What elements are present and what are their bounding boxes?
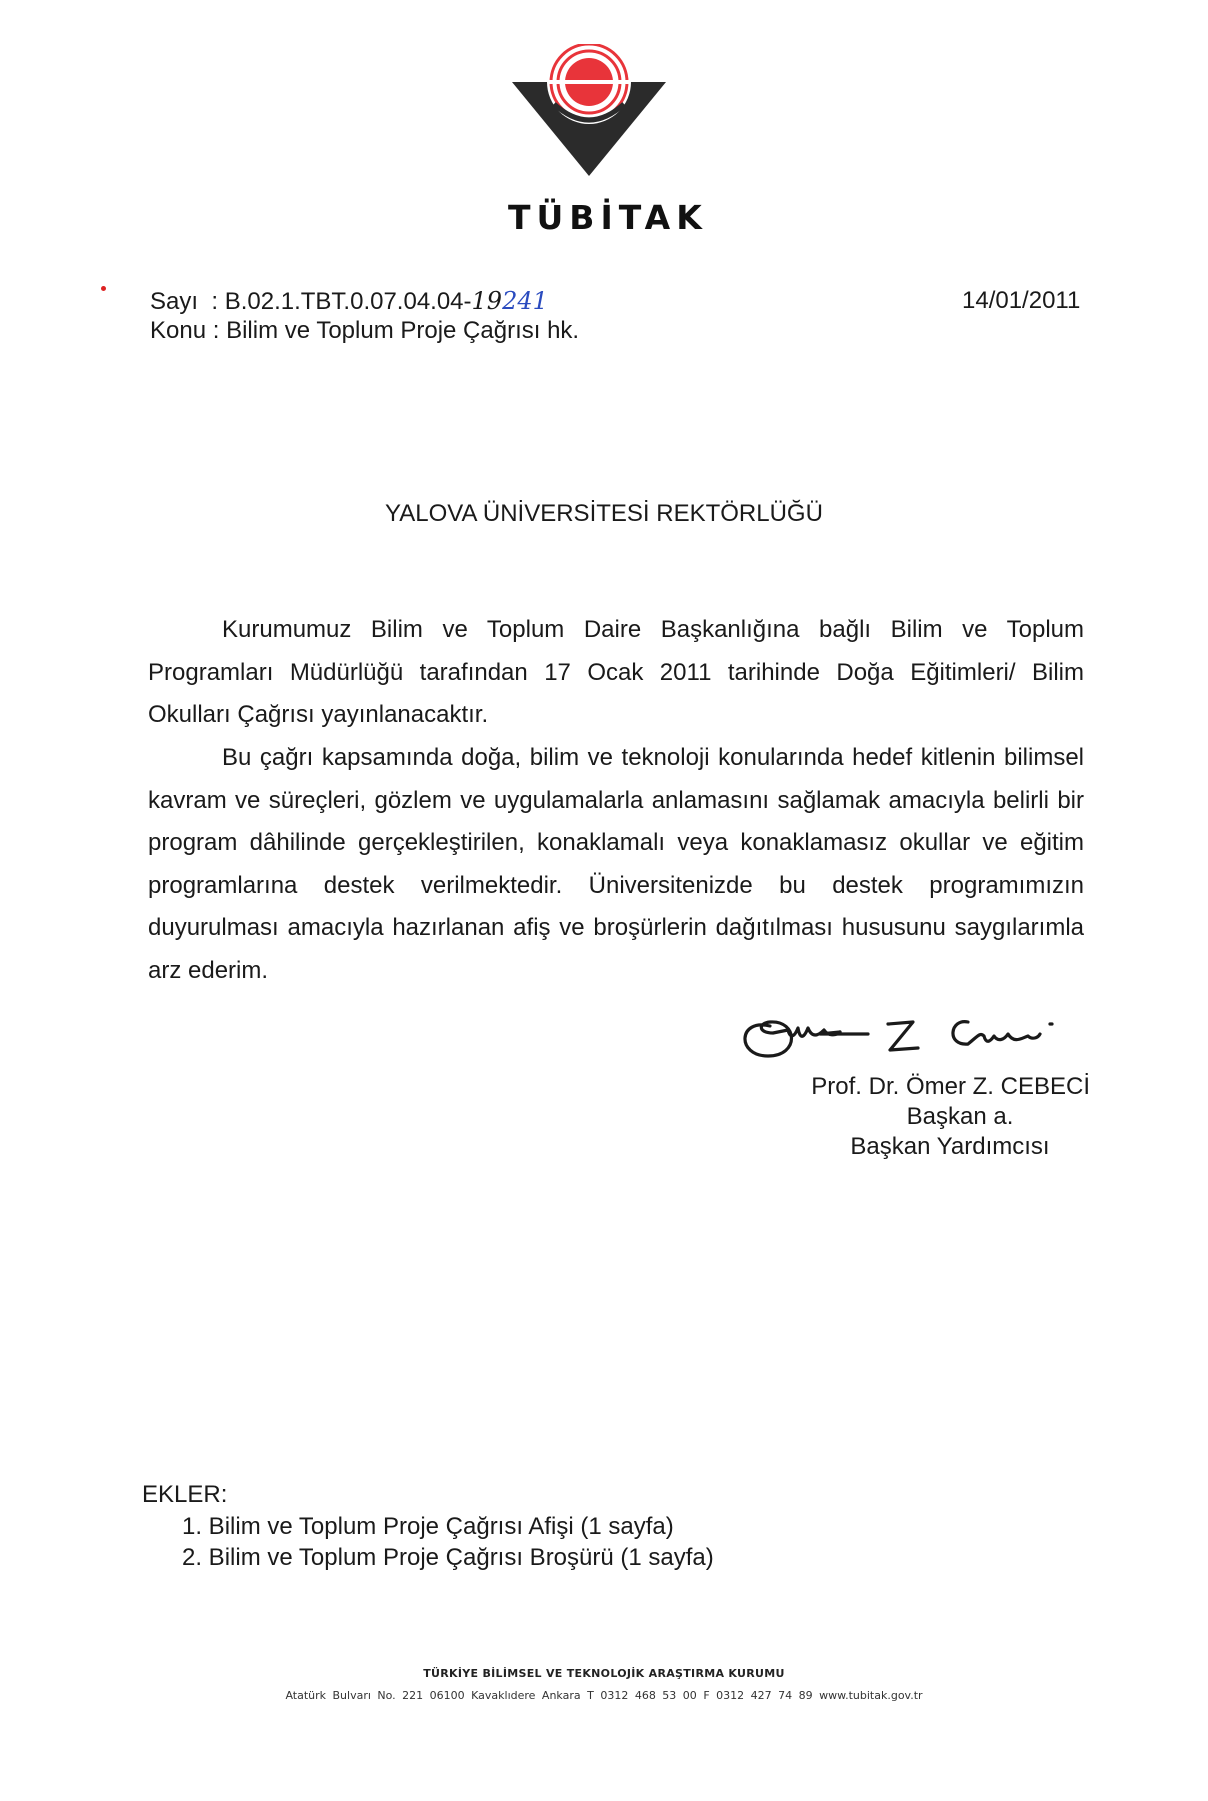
reference-number-row: Sayı : B.02.1.TBT.0.07.04.04-19241 [150,287,548,315]
attachment-item: 1. Bilim ve Toplum Proje Çağrısı Afişi (1 sayfa) [182,1513,674,1540]
handwritten-signature [728,978,1088,1068]
attachment-item: 2. Bilim ve Toplum Proje Çağrısı Broşürü (1 sayfa) [182,1544,714,1571]
stray-mark [101,286,106,291]
sayi-handwritten-black: 19 [471,287,503,315]
footer-website: www.tubitak.gov.tr [819,1689,923,1702]
sayi-label: Sayı [150,288,199,315]
sayi-handwritten-blue: 241 [502,287,548,315]
sayi-value: B.02.1.TBT.0.07.04.04- [224,288,472,315]
addressee: YALOVA ÜNİVERSİTESİ REKTÖRLÜĞÜ [385,500,823,527]
logo-wordmark: TÜBİTAK [508,198,708,237]
subject-row: Konu : Bilim ve Toplum Proje Çağrısı hk. [150,317,580,344]
footer-fax: F 0312 427 74 89 [703,1689,813,1702]
signatory-name: Prof. Dr. Ömer Z. CEBECİ [811,1073,1090,1100]
footer-address: Atatürk Bulvarı No. 221 06100 Kavaklıdere Ankara [285,1689,581,1702]
attachments-list [182,1511,714,1573]
signatory-title-2: Başkan Yardımcısı [850,1133,1050,1160]
attachments-heading: EKLER: [142,1481,228,1508]
letter-date: 14/01/2011 [962,287,1081,314]
konu-value: Bilim ve Toplum Proje Çağrısı hk. [226,317,580,344]
tubitak-logo-icon [508,44,670,194]
signatory-block [700,1072,1090,1162]
signatory-title-1: Başkan a. [906,1103,1014,1130]
footer-phone: T 0312 468 53 00 [587,1689,697,1702]
body-paragraph-2: Bu çağrı kapsamında doğa, bilim ve teknoloji konularında hedef kitlenin bilimsel kavram ve süreçleri, gözlem ve uygulamalarla anlamasını sağlamak amacıyla belirli bir program dâhilinde gerçekleştirilen, konaklamalı veya konaklamasız okullar ve eğitim programlarına destek verilmektedir. Üniversitenizde bu destek programımızın duyurulması amacıyla hazırlanan afiş ve broşürlerin dağıtılması hususunu saygılarımla arz ederim. [148,744,1084,984]
body-paragraph-1: Kurumumuz Bilim ve Toplum Daire Başkanlığına bağlı Bilim ve Toplum Programları Müdürlüğü tarafından 17 Ocak 2011 tarihinde Doğa Eğitimleri/ Bilim Okulları Çağrısı yayınlanacaktır. [148,616,1084,728]
konu-label: Konu [150,317,207,344]
footer-organization: TÜRKİYE BİLİMSEL VE TEKNOLOJİK ARAŞTIRMA KURUMU [423,1667,785,1680]
footer-contact [0,1689,1208,1702]
